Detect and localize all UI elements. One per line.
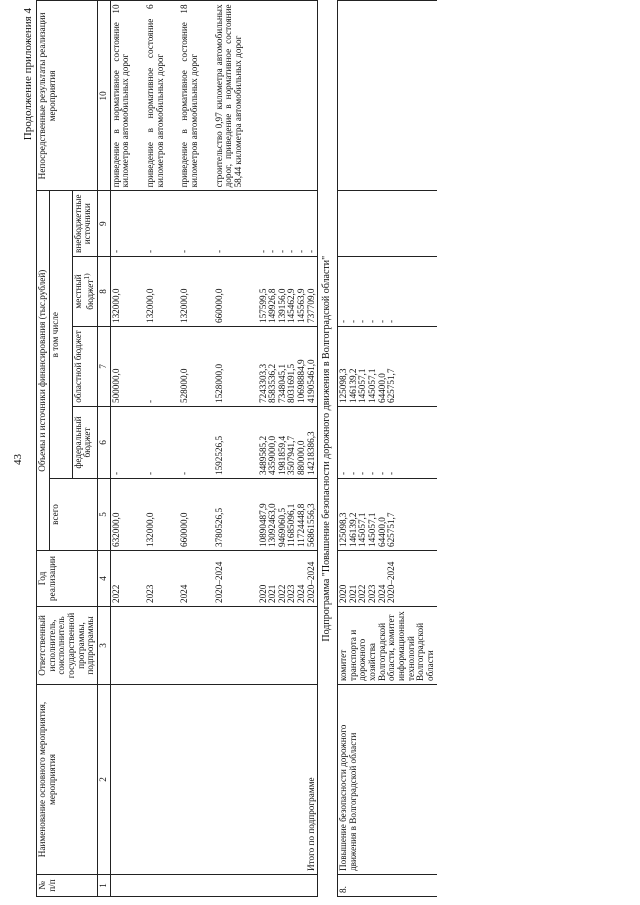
page-number: 43 — [12, 454, 24, 465]
row-total: 132000,0 — [145, 479, 179, 551]
hdr-finance: Объемы и источники финансирования (тыс.рублей) — [37, 191, 50, 551]
column-number-2: 2 — [97, 685, 110, 875]
subprogram-row — [318, 1, 338, 897]
row8-years: 2020 2021 2022 2023 2024 2020–2024 — [337, 551, 436, 607]
subprogram-title: Подпрограмма "Повышение безопасности дорожного движения в Волгоградской области" — [318, 1, 338, 897]
column-number-3: 3 — [97, 607, 110, 685]
hdr-exec: Ответственный исполнитель, соисполнитель государственной программы, подпрограммы — [37, 607, 98, 685]
row-ext: - — [179, 191, 213, 257]
row-fed: - — [110, 407, 145, 479]
row-ext: - — [214, 191, 258, 257]
row-loc: 660000,0 — [214, 257, 258, 327]
row-reg: - — [145, 327, 179, 407]
row8-num: 8. — [337, 875, 436, 897]
row-year: 2023 — [145, 551, 179, 607]
column-number-8: 8 — [97, 257, 110, 327]
row8-reg: 125098,3 146139,2 145057,1 145057,1 64400,0 625751,7 — [337, 327, 436, 407]
row-ext: - — [145, 191, 179, 257]
hdr-reg: областной бюджет — [72, 327, 97, 407]
appendix-caption: Продолжение приложения 4 — [22, 8, 34, 141]
row-year: 2024 — [179, 551, 213, 607]
data-row — [179, 1, 213, 897]
hdr-year: Год реализации — [37, 551, 98, 607]
row-year: 2022 — [110, 551, 145, 607]
total-label: Итого по подпрограмме — [258, 685, 318, 875]
column-number-6: 6 — [97, 407, 110, 479]
data-row — [145, 1, 179, 897]
column-numbers-row — [97, 1, 110, 897]
header-row-1 — [37, 1, 50, 897]
row-fed: - — [179, 407, 213, 479]
row8-loc: - - - - - - — [337, 257, 436, 327]
column-number-4: 4 — [97, 551, 110, 607]
row8-ext — [337, 191, 436, 257]
total-row — [258, 1, 318, 897]
row-reg: 528000,0 — [179, 327, 213, 407]
total-loc: 157599,5 149926,8 139156,0 145462,9 145563,9 737709,0 — [258, 257, 318, 327]
row8-fed: - - - - - - — [337, 407, 436, 479]
hdr-name: Наименование основного мероприятия, мероприятия — [37, 685, 98, 875]
total-ext: - - - - - - — [258, 191, 318, 257]
row-total: 660000,0 — [179, 479, 213, 551]
row-loc: 132000,0 — [145, 257, 179, 327]
hdr-result: Непосредственные результаты реализации мероприятия — [37, 1, 98, 191]
row-ext: - — [110, 191, 145, 257]
row8-exec: комитет транспорта и дорожного хозяйства Волгоградской области, комитет информационных технологий Волгоградской области — [337, 607, 436, 685]
hdr-in-that: в том числе — [49, 191, 72, 479]
financing-table — [36, 0, 437, 897]
row-fed: - — [145, 407, 179, 479]
column-number-7: 7 — [97, 327, 110, 407]
row-loc: 132000,0 — [110, 257, 145, 327]
data-row — [110, 1, 145, 897]
data-row — [214, 1, 258, 897]
row-total: 3780526,5 — [214, 479, 258, 551]
row-result: строительство 0,97 километра автомобильных дорог, приведение в нормативное состояние 58,44 километра автомобильных дорог — [214, 1, 258, 191]
row-loc: 132000,0 — [179, 257, 213, 327]
column-number-9: 9 — [97, 191, 110, 257]
total-total: 10890487,9 13092463,0 9469060,5 11685096,1 11724448,8 56861556,3 — [258, 479, 318, 551]
row8-total: 125098,3 146139,2 145057,1 145057,1 64400,0 625751,7 — [337, 479, 436, 551]
row-result: приведение в нормативное состояние 18 километров автомобильных дорог — [179, 1, 213, 191]
row-fed: 1592526,5 — [214, 407, 258, 479]
row-reg: 1528000,0 — [214, 327, 258, 407]
row8-name: Повышение безопасности дорожного движения в Волгоградской области — [337, 685, 436, 875]
column-number-1: 1 — [97, 875, 110, 897]
row-8 — [337, 1, 436, 897]
row-year: 2020–2024 — [214, 551, 258, 607]
row-total: 632000,0 — [110, 479, 145, 551]
hdr-loc: местный бюджет$^{1)}$ — [72, 257, 97, 327]
total-fed: 3489585,2 4359000,0 1981859,4 3507941,7 880000,0 14218386,3 — [258, 407, 318, 479]
column-number-10: 10 — [97, 1, 110, 191]
hdr-num: № п/п — [37, 875, 98, 897]
column-number-5: 5 — [97, 479, 110, 551]
total-reg: 7243303,3 8583536,2 7348045,1 8031691,5 10698884,9 41905461,0 — [258, 327, 318, 407]
hdr-ext: внебюджетные источники — [72, 191, 97, 257]
hdr-total: всего — [49, 479, 97, 551]
row-result: приведение в нормативное состояние 6 километров автомобильных дорог — [145, 1, 179, 191]
row-result: приведение в нормативное состояние 10 километров автомобильных дорог — [110, 1, 145, 191]
total-years: 2020 2021 2022 2023 2024 2020–2024 — [258, 551, 318, 607]
hdr-fed: федеральный бюджет — [72, 407, 97, 479]
row-reg: 500000,0 — [110, 327, 145, 407]
